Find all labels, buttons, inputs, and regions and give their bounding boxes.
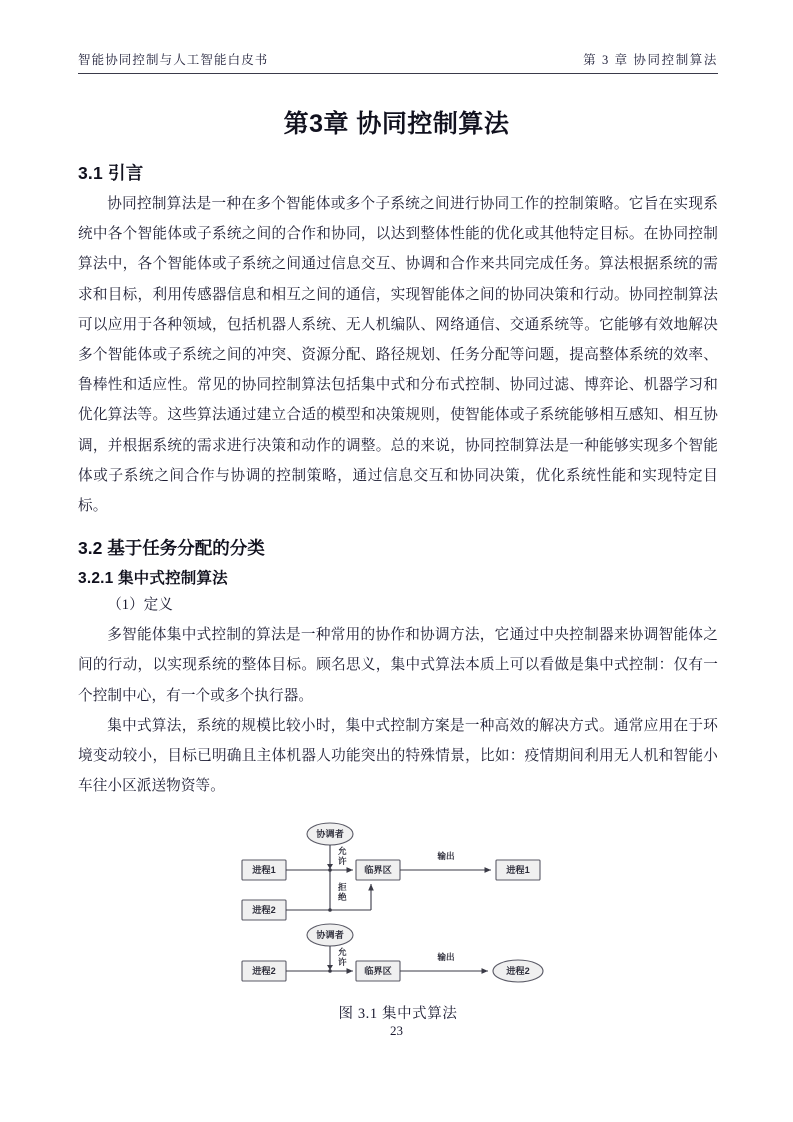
junction-dot-bottom: [328, 969, 332, 973]
junction-dot-reject: [328, 908, 332, 912]
header-right-text: 第 3 章 协同控制算法: [583, 53, 718, 67]
chapter-title: 第3章 协同控制算法: [283, 110, 510, 138]
output-label-top: 输出: [437, 851, 455, 861]
running-header: [78, 50, 718, 74]
definition-item-label: （1）定义: [107, 597, 173, 614]
process1-label-top: 进程1: [252, 865, 276, 875]
paragraph-3-2-1-1: 多智能体集中式控制的算法是一种常用的协作和协调方法，它通过中央控制器来协调智能体之间的行动，以实现系统的整体目标。顾名思义，集中式算法本质上可以看做是集中式控制：仅有一个控制中心，有一个或多个执行器。: [78, 627, 718, 704]
section-heading-3-2: 3.2 基于任务分配的分类: [78, 538, 265, 559]
allow-label-top-char2: 许: [338, 856, 347, 866]
allow-label-top-char1: 允: [338, 846, 347, 856]
result-label-top: 进程1: [506, 865, 530, 875]
process-label-bottom: 进程2: [252, 966, 276, 976]
process2-label-top: 进程2: [252, 905, 276, 915]
figure-3-1: [78, 818, 718, 1023]
paragraph-3-2-1-2: 集中式算法，系统的规模比较小时，集中式控制方案是一种高效的解决方式。通常应用在于环境变动较小，目标已明确且主体机器人功能突出的特殊情景，比如：疫情期间利用无人机和智能小车往小区派送物资等。: [78, 717, 718, 795]
paragraph-3-1-1: 协同控制算法是一种在多个智能体或多个子系统之间进行协同工作的控制策略。它旨在实现系统中各个智能体或子系统之间的合作和协同，以达到整体性能的优化或其他特定目标。在协同控制算法中，各个智能体或子系统之间通过信息交互、协调和合作来共同完成任务。算法根据系统的需求和目标，利用传感器信息和相互之间的通信，实现智能体之间的协同决策和行动。协同控制算法可以应用于各种领域，包括机器人系统、无人机编队、网络通信、交通系统等。它能够有效地解决多个智能体或子系统之间的冲突、资源分配、路径规划、任务分配等问题，提高整体系统的效率、鲁棒性和适应性。常见的协同控制算法包括集中式和分布式控制、协同过滤、博弈论、机器学习和优化算法等。这些算法通过建立合适的模型和决策规则，使智能体或子系统能够相互感知、相互协调，并根据系统的需求进行决策和动作的调整。总的来说，协同控制算法是一种能够实现多个智能体或子系统之间合作与协调的控制策略，通过信息交互和协同决策，优化系统性能和实现特定目标。: [78, 196, 718, 515]
coordinator-label-top: 协调者: [316, 829, 344, 839]
figure-caption: 图 3.1 集中式算法: [338, 1006, 458, 1022]
critical-section-label-top: 临界区: [364, 865, 392, 875]
section-heading-3-1: 3.1 引言: [78, 163, 144, 183]
result-label-bottom: 进程2: [506, 966, 530, 976]
reject-label-char1: 拒: [338, 882, 347, 892]
junction-dot-allow: [328, 868, 332, 872]
page-number: 23: [390, 1023, 403, 1038]
allow-label-bottom-char2: 许: [338, 957, 347, 967]
reject-label-char2: 绝: [338, 892, 347, 902]
header-left-text: 智能协同控制与人工智能白皮书: [78, 53, 269, 67]
centralized-algorithm-diagram: [238, 818, 558, 998]
diagram-container: [78, 818, 718, 998]
output-label-bottom: 输出: [437, 952, 455, 962]
critical-section-label-bottom: 临界区: [364, 966, 392, 976]
content-column: [78, 160, 718, 801]
coordinator-label-bottom: 协调者: [316, 930, 344, 940]
allow-label-bottom-char1: 允: [338, 947, 347, 957]
section-heading-3-2-1: 3.2.1 集中式控制算法: [78, 570, 228, 588]
